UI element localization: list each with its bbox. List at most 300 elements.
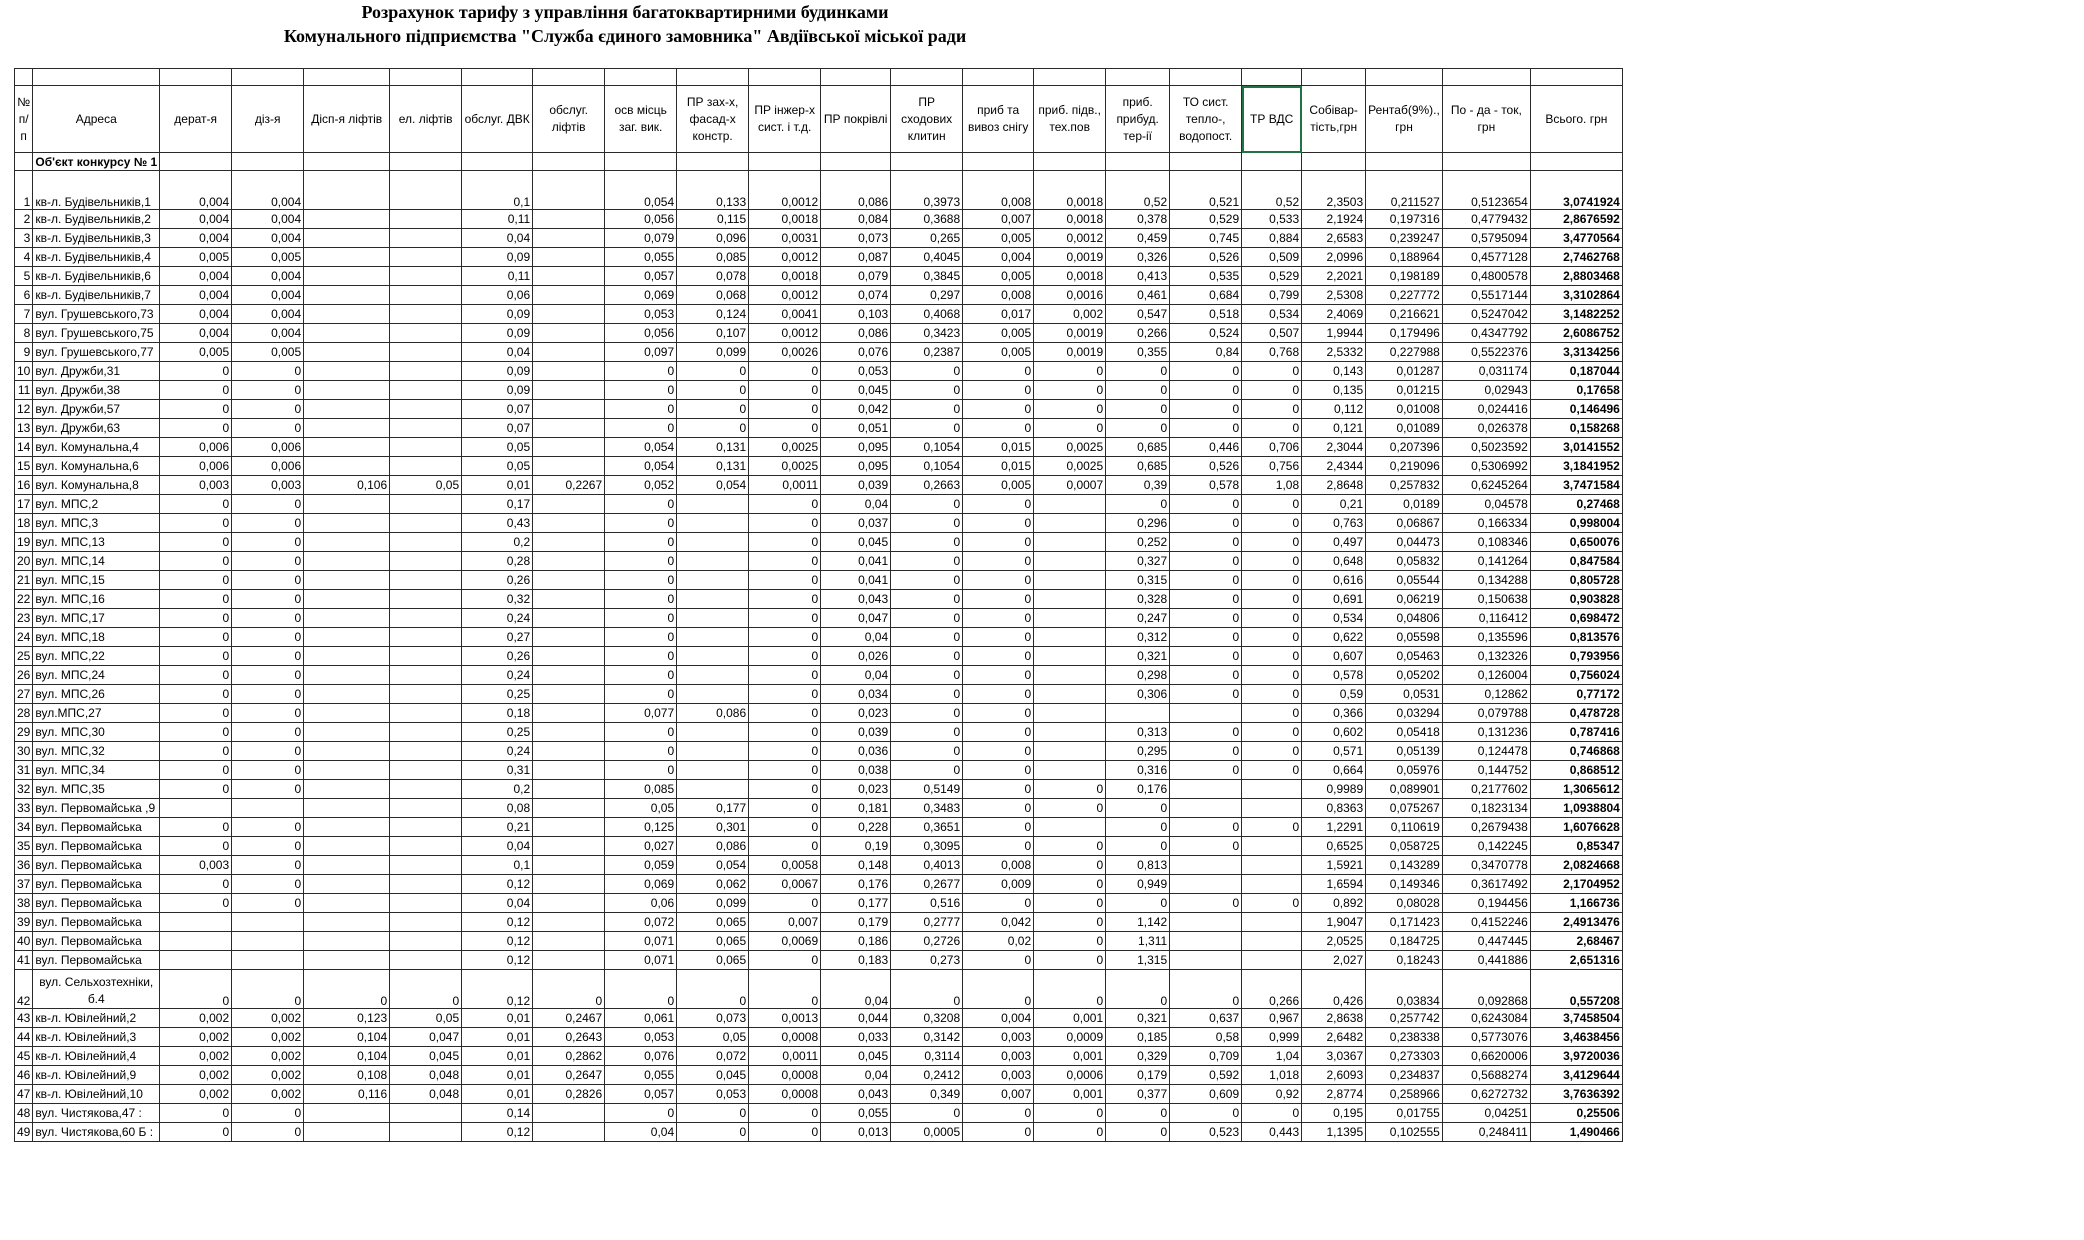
address-cell[interactable]: вул. Дружби,63 <box>33 419 160 438</box>
value-cell[interactable]: 0,547 <box>1106 305 1170 324</box>
value-cell[interactable]: 0,002 <box>232 1066 304 1085</box>
row-number[interactable]: 39 <box>15 913 33 932</box>
value-cell[interactable] <box>304 362 390 381</box>
value-cell[interactable]: 0,092868 <box>1442 970 1530 1009</box>
row-number[interactable]: 5 <box>15 267 33 286</box>
value-cell[interactable]: 0 <box>749 552 821 571</box>
value-cell[interactable] <box>533 780 605 799</box>
value-cell[interactable]: 2,1924 <box>1302 210 1366 229</box>
value-cell[interactable]: 0,079 <box>821 267 891 286</box>
value-cell[interactable] <box>160 799 232 818</box>
value-cell[interactable]: 0,2862 <box>533 1047 605 1066</box>
value-cell[interactable]: 0,045 <box>821 1047 891 1066</box>
value-cell[interactable]: 1,9047 <box>1302 913 1366 932</box>
value-cell[interactable]: 0 <box>232 571 304 590</box>
value-cell[interactable] <box>533 305 605 324</box>
value-cell[interactable] <box>390 419 462 438</box>
value-cell[interactable]: 0,8363 <box>1302 799 1366 818</box>
value-cell[interactable]: 0,5795094 <box>1442 229 1530 248</box>
row-number[interactable]: 30 <box>15 742 33 761</box>
value-cell[interactable] <box>533 324 605 343</box>
value-cell[interactable]: 0,258966 <box>1366 1085 1443 1104</box>
value-cell[interactable]: 0,12 <box>462 970 533 1009</box>
value-cell[interactable]: 0,5688274 <box>1442 1066 1530 1085</box>
value-cell[interactable]: 0,149346 <box>1366 875 1443 894</box>
row-number[interactable]: 3 <box>15 229 33 248</box>
value-cell[interactable] <box>533 685 605 704</box>
grid-cell[interactable] <box>304 69 390 86</box>
value-cell[interactable] <box>160 951 232 970</box>
value-cell[interactable]: 0 <box>1170 818 1242 837</box>
value-cell[interactable]: 3,0367 <box>1302 1047 1366 1066</box>
row-number[interactable]: 24 <box>15 628 33 647</box>
value-cell[interactable]: 0 <box>1170 647 1242 666</box>
value-cell[interactable] <box>533 552 605 571</box>
value-cell[interactable] <box>1034 590 1106 609</box>
value-cell[interactable]: 0,015 <box>963 457 1034 476</box>
value-cell[interactable]: 0 <box>160 609 232 628</box>
value-cell[interactable]: 0,026 <box>821 647 891 666</box>
value-cell[interactable]: 0,306 <box>1106 685 1170 704</box>
value-cell[interactable]: 0,26 <box>462 647 533 666</box>
total-cell[interactable]: 0,805728 <box>1530 571 1622 590</box>
value-cell[interactable]: 0 <box>749 533 821 552</box>
value-cell[interactable] <box>1034 571 1106 590</box>
value-cell[interactable]: 0,131 <box>677 438 749 457</box>
value-cell[interactable]: 0,0009 <box>1034 1028 1106 1047</box>
value-cell[interactable] <box>533 286 605 305</box>
value-cell[interactable]: 0 <box>160 647 232 666</box>
total-cell[interactable]: 0,27468 <box>1530 495 1622 514</box>
value-cell[interactable] <box>533 533 605 552</box>
value-cell[interactable]: 0,01 <box>462 1066 533 1085</box>
row-number[interactable]: 6 <box>15 286 33 305</box>
address-cell[interactable]: вул. Комунальна,4 <box>33 438 160 457</box>
value-cell[interactable]: 0,207396 <box>1366 438 1443 457</box>
address-cell[interactable]: вул. Сельхозтехніки, б.4 <box>33 970 160 1009</box>
value-cell[interactable]: 0,0011 <box>749 476 821 495</box>
value-cell[interactable]: 0,1054 <box>891 457 963 476</box>
value-cell[interactable]: 0,4800578 <box>1442 267 1530 286</box>
value-cell[interactable]: 0,148 <box>821 856 891 875</box>
value-cell[interactable] <box>1170 951 1242 970</box>
value-cell[interactable]: 0,045 <box>821 381 891 400</box>
value-cell[interactable]: 0,086 <box>821 324 891 343</box>
address-cell[interactable]: вул. МПС,26 <box>33 685 160 704</box>
value-cell[interactable] <box>533 248 605 267</box>
value-cell[interactable]: 0 <box>232 742 304 761</box>
value-cell[interactable] <box>533 666 605 685</box>
value-cell[interactable]: 0 <box>160 495 232 514</box>
value-cell[interactable]: 0,04806 <box>1366 609 1443 628</box>
value-cell[interactable]: 0,238338 <box>1366 1028 1443 1047</box>
total-cell[interactable]: 3,4129644 <box>1530 1066 1622 1085</box>
total-cell[interactable]: 1,166736 <box>1530 894 1622 913</box>
row-number[interactable]: 18 <box>15 514 33 533</box>
value-cell[interactable]: 0,3208 <box>891 1009 963 1028</box>
value-cell[interactable]: 0 <box>891 704 963 723</box>
value-cell[interactable]: 0,003 <box>160 476 232 495</box>
value-cell[interactable]: 0,124 <box>677 305 749 324</box>
value-cell[interactable] <box>1242 856 1302 875</box>
value-cell[interactable] <box>304 571 390 590</box>
value-cell[interactable]: 0 <box>232 723 304 742</box>
value-cell[interactable] <box>390 571 462 590</box>
value-cell[interactable]: 0,2387 <box>891 343 963 362</box>
value-cell[interactable]: 0,001 <box>1034 1009 1106 1028</box>
value-cell[interactable] <box>390 438 462 457</box>
value-cell[interactable]: 1,9944 <box>1302 324 1366 343</box>
value-cell[interactable]: 0,110619 <box>1366 818 1443 837</box>
value-cell[interactable]: 0,6272732 <box>1442 1085 1530 1104</box>
total-cell[interactable]: 0,847584 <box>1530 552 1622 571</box>
value-cell[interactable]: 0,43 <box>462 514 533 533</box>
value-cell[interactable]: 0,116412 <box>1442 609 1530 628</box>
value-cell[interactable]: 0,09 <box>462 248 533 267</box>
value-cell[interactable]: 0,234837 <box>1366 1066 1443 1085</box>
grid-cell[interactable] <box>1530 153 1622 171</box>
value-cell[interactable]: 0 <box>1170 1104 1242 1123</box>
total-cell[interactable]: 3,0141552 <box>1530 438 1622 457</box>
value-cell[interactable] <box>304 780 390 799</box>
value-cell[interactable]: 0,273 <box>891 951 963 970</box>
value-cell[interactable]: 0,2647 <box>533 1066 605 1085</box>
column-header[interactable]: обслуг. ДВК <box>462 86 533 153</box>
total-cell[interactable]: 0,793956 <box>1530 647 1622 666</box>
row-number[interactable]: 49 <box>15 1123 33 1142</box>
value-cell[interactable] <box>1170 704 1242 723</box>
value-cell[interactable]: 2,3503 <box>1302 171 1366 210</box>
value-cell[interactable]: 0 <box>232 609 304 628</box>
value-cell[interactable]: 0 <box>160 875 232 894</box>
value-cell[interactable]: 0 <box>749 780 821 799</box>
value-cell[interactable] <box>677 761 749 780</box>
value-cell[interactable]: 0,056 <box>605 210 677 229</box>
value-cell[interactable]: 0,967 <box>1242 1009 1302 1028</box>
value-cell[interactable]: 0 <box>160 533 232 552</box>
value-cell[interactable] <box>304 837 390 856</box>
value-cell[interactable]: 0 <box>232 894 304 913</box>
value-cell[interactable]: 0,509 <box>1242 248 1302 267</box>
grid-cell[interactable] <box>1366 69 1443 86</box>
row-number[interactable]: 42 <box>15 970 33 1009</box>
value-cell[interactable] <box>533 875 605 894</box>
value-cell[interactable]: 0 <box>1034 799 1106 818</box>
grid-cell[interactable] <box>1242 153 1302 171</box>
value-cell[interactable]: 0,05598 <box>1366 628 1443 647</box>
value-cell[interactable]: 0,257742 <box>1366 1009 1443 1028</box>
value-cell[interactable] <box>1034 723 1106 742</box>
value-cell[interactable]: 0,005 <box>963 229 1034 248</box>
value-cell[interactable] <box>1242 875 1302 894</box>
value-cell[interactable]: 0,039 <box>821 723 891 742</box>
value-cell[interactable] <box>1034 533 1106 552</box>
row-number[interactable]: 35 <box>15 837 33 856</box>
value-cell[interactable]: 0,01 <box>462 1047 533 1066</box>
value-cell[interactable] <box>677 552 749 571</box>
total-cell[interactable]: 1,0938804 <box>1530 799 1622 818</box>
value-cell[interactable]: 0 <box>891 1104 963 1123</box>
address-cell[interactable]: вул. Чистякова,47 : <box>33 1104 160 1123</box>
grid-cell[interactable] <box>1530 69 1622 86</box>
value-cell[interactable]: 0,04578 <box>1442 495 1530 514</box>
value-cell[interactable]: 0,04 <box>821 666 891 685</box>
value-cell[interactable]: 0,0012 <box>749 171 821 210</box>
value-cell[interactable]: 0,038 <box>821 761 891 780</box>
address-cell[interactable]: кв-л. Будівельників,2 <box>33 210 160 229</box>
value-cell[interactable]: 0,31 <box>462 761 533 780</box>
value-cell[interactable]: 0,21 <box>1302 495 1366 514</box>
value-cell[interactable] <box>390 495 462 514</box>
value-cell[interactable]: 0,648 <box>1302 552 1366 571</box>
grid-cell[interactable] <box>963 153 1034 171</box>
value-cell[interactable]: 0,061 <box>605 1009 677 1028</box>
value-cell[interactable]: 0 <box>749 799 821 818</box>
value-cell[interactable]: 0,05 <box>462 457 533 476</box>
value-cell[interactable]: 0 <box>1170 723 1242 742</box>
value-cell[interactable]: 0,058725 <box>1366 837 1443 856</box>
value-cell[interactable] <box>304 533 390 552</box>
value-cell[interactable] <box>304 229 390 248</box>
value-cell[interactable]: 0,177 <box>821 894 891 913</box>
row-number[interactable]: 1 <box>15 171 33 210</box>
value-cell[interactable] <box>390 856 462 875</box>
value-cell[interactable]: 0,05544 <box>1366 571 1443 590</box>
value-cell[interactable] <box>160 932 232 951</box>
value-cell[interactable]: 0,529 <box>1170 210 1242 229</box>
value-cell[interactable] <box>677 495 749 514</box>
grid-cell[interactable] <box>1302 153 1366 171</box>
total-cell[interactable]: 2,4913476 <box>1530 913 1622 932</box>
value-cell[interactable]: 0,08028 <box>1366 894 1443 913</box>
column-header[interactable]: дерат-я <box>160 86 232 153</box>
value-cell[interactable]: 0 <box>963 400 1034 419</box>
value-cell[interactable]: 0,892 <box>1302 894 1366 913</box>
value-cell[interactable]: 0,071 <box>605 932 677 951</box>
address-cell[interactable]: вул. МПС,3 <box>33 514 160 533</box>
value-cell[interactable]: 0 <box>232 818 304 837</box>
address-cell[interactable]: кв-л. Будівельників,4 <box>33 248 160 267</box>
value-cell[interactable]: 0 <box>963 419 1034 438</box>
value-cell[interactable]: 0 <box>160 1104 232 1123</box>
value-cell[interactable]: 0 <box>1242 609 1302 628</box>
value-cell[interactable]: 0,143 <box>1302 362 1366 381</box>
total-cell[interactable]: 3,3102864 <box>1530 286 1622 305</box>
value-cell[interactable]: 0,053 <box>821 362 891 381</box>
value-cell[interactable]: 0 <box>963 742 1034 761</box>
value-cell[interactable]: 0,3483 <box>891 799 963 818</box>
value-cell[interactable]: 0,166334 <box>1442 514 1530 533</box>
value-cell[interactable]: 0,005 <box>963 476 1034 495</box>
address-cell[interactable]: вул. Грушевського,75 <box>33 324 160 343</box>
value-cell[interactable]: 0 <box>891 514 963 533</box>
address-cell[interactable]: вул. Комунальна,8 <box>33 476 160 495</box>
value-cell[interactable]: 0,2 <box>462 780 533 799</box>
value-cell[interactable]: 0 <box>1242 362 1302 381</box>
value-cell[interactable]: 0 <box>232 780 304 799</box>
value-cell[interactable]: 0,524 <box>1170 324 1242 343</box>
grid-cell[interactable] <box>1034 69 1106 86</box>
value-cell[interactable]: 0 <box>749 514 821 533</box>
value-cell[interactable]: 0 <box>605 970 677 1009</box>
value-cell[interactable]: 0,126004 <box>1442 666 1530 685</box>
value-cell[interactable]: 0 <box>749 666 821 685</box>
value-cell[interactable] <box>304 609 390 628</box>
value-cell[interactable]: 0 <box>1106 970 1170 1009</box>
value-cell[interactable]: 0 <box>963 590 1034 609</box>
row-number[interactable]: 45 <box>15 1047 33 1066</box>
value-cell[interactable]: 0 <box>1170 590 1242 609</box>
column-header[interactable]: По - да - ток, грн <box>1442 86 1530 153</box>
value-cell[interactable]: 0,298 <box>1106 666 1170 685</box>
value-cell[interactable] <box>232 913 304 932</box>
value-cell[interactable] <box>1034 628 1106 647</box>
value-cell[interactable] <box>1034 742 1106 761</box>
value-cell[interactable]: 0 <box>160 723 232 742</box>
value-cell[interactable] <box>677 609 749 628</box>
total-cell[interactable]: 0,903828 <box>1530 590 1622 609</box>
row-number[interactable]: 7 <box>15 305 33 324</box>
value-cell[interactable]: 2,8648 <box>1302 476 1366 495</box>
value-cell[interactable]: 0,09 <box>462 324 533 343</box>
value-cell[interactable] <box>304 305 390 324</box>
value-cell[interactable]: 0,2643 <box>533 1028 605 1047</box>
row-number[interactable]: 41 <box>15 951 33 970</box>
value-cell[interactable]: 0,095 <box>821 457 891 476</box>
value-cell[interactable]: 0,24 <box>462 742 533 761</box>
value-cell[interactable]: 0,92 <box>1242 1085 1302 1104</box>
value-cell[interactable]: 0 <box>232 1123 304 1142</box>
row-number[interactable]: 33 <box>15 799 33 818</box>
value-cell[interactable] <box>304 343 390 362</box>
value-cell[interactable]: 0,112 <box>1302 400 1366 419</box>
value-cell[interactable]: 0,17 <box>462 495 533 514</box>
grid-cell[interactable] <box>1106 69 1170 86</box>
value-cell[interactable]: 1,311 <box>1106 932 1170 951</box>
value-cell[interactable]: 0,12 <box>462 1123 533 1142</box>
value-cell[interactable] <box>1034 647 1106 666</box>
grid-cell[interactable] <box>1034 153 1106 171</box>
address-cell[interactable]: вул. МПС,34 <box>33 761 160 780</box>
grid-cell[interactable] <box>1302 69 1366 86</box>
value-cell[interactable] <box>304 856 390 875</box>
value-cell[interactable]: 0,216621 <box>1366 305 1443 324</box>
value-cell[interactable] <box>390 704 462 723</box>
value-cell[interactable]: 0,043 <box>821 590 891 609</box>
value-cell[interactable]: 0,005 <box>963 324 1034 343</box>
value-cell[interactable]: 0 <box>963 362 1034 381</box>
value-cell[interactable]: 2,6482 <box>1302 1028 1366 1047</box>
value-cell[interactable]: 0,150638 <box>1442 590 1530 609</box>
value-cell[interactable]: 0 <box>963 894 1034 913</box>
address-cell[interactable]: кв-л. Будівельників,1 <box>33 171 160 210</box>
value-cell[interactable]: 0 <box>1242 742 1302 761</box>
value-cell[interactable]: 2,4069 <box>1302 305 1366 324</box>
value-cell[interactable] <box>1034 818 1106 837</box>
value-cell[interactable] <box>304 495 390 514</box>
value-cell[interactable]: 0,04 <box>462 837 533 856</box>
value-cell[interactable]: 0 <box>605 609 677 628</box>
value-cell[interactable]: 0,6620006 <box>1442 1047 1530 1066</box>
value-cell[interactable]: 0 <box>891 685 963 704</box>
grid-cell[interactable] <box>533 153 605 171</box>
value-cell[interactable]: 0 <box>749 723 821 742</box>
value-cell[interactable]: 0,227988 <box>1366 343 1443 362</box>
value-cell[interactable]: 0,01755 <box>1366 1104 1443 1123</box>
row-number[interactable]: 13 <box>15 419 33 438</box>
value-cell[interactable]: 0 <box>1170 685 1242 704</box>
value-cell[interactable] <box>533 837 605 856</box>
value-cell[interactable]: 0,004 <box>963 248 1034 267</box>
value-cell[interactable]: 0,3114 <box>891 1047 963 1066</box>
value-cell[interactable] <box>390 171 462 210</box>
value-cell[interactable]: 0,089901 <box>1366 780 1443 799</box>
value-cell[interactable]: 0 <box>749 704 821 723</box>
value-cell[interactable] <box>390 1123 462 1142</box>
value-cell[interactable]: 0,2663 <box>891 476 963 495</box>
value-cell[interactable]: 0,134288 <box>1442 571 1530 590</box>
value-cell[interactable]: 0,053 <box>677 1085 749 1104</box>
value-cell[interactable]: 0,3617492 <box>1442 875 1530 894</box>
value-cell[interactable]: 0,01 <box>462 1085 533 1104</box>
value-cell[interactable] <box>533 343 605 362</box>
value-cell[interactable]: 0,2267 <box>533 476 605 495</box>
value-cell[interactable]: 0 <box>232 533 304 552</box>
value-cell[interactable]: 0 <box>963 704 1034 723</box>
value-cell[interactable]: 2,6093 <box>1302 1066 1366 1085</box>
value-cell[interactable]: 0,219096 <box>1366 457 1443 476</box>
value-cell[interactable]: 0,426 <box>1302 970 1366 1009</box>
value-cell[interactable]: 0 <box>1106 362 1170 381</box>
value-cell[interactable] <box>304 913 390 932</box>
value-cell[interactable]: 0,065 <box>677 951 749 970</box>
value-cell[interactable]: 0 <box>891 628 963 647</box>
value-cell[interactable]: 0,036 <box>821 742 891 761</box>
value-cell[interactable]: 1,04 <box>1242 1047 1302 1066</box>
value-cell[interactable] <box>390 951 462 970</box>
value-cell[interactable]: 1,5921 <box>1302 856 1366 875</box>
total-cell[interactable]: 0,868512 <box>1530 761 1622 780</box>
value-cell[interactable] <box>304 171 390 210</box>
value-cell[interactable] <box>304 818 390 837</box>
value-cell[interactable]: 0,125 <box>605 818 677 837</box>
value-cell[interactable]: 0,071 <box>605 951 677 970</box>
value-cell[interactable]: 0 <box>891 609 963 628</box>
address-cell[interactable]: вул. МПС,14 <box>33 552 160 571</box>
value-cell[interactable]: 0 <box>1034 970 1106 1009</box>
value-cell[interactable]: 0,132326 <box>1442 647 1530 666</box>
value-cell[interactable] <box>533 647 605 666</box>
value-cell[interactable]: 0,08 <box>462 799 533 818</box>
value-cell[interactable]: 0,12 <box>462 932 533 951</box>
value-cell[interactable] <box>390 799 462 818</box>
column-header[interactable]: Адреса <box>33 86 160 153</box>
value-cell[interactable]: 0,265 <box>891 229 963 248</box>
value-cell[interactable]: 0 <box>1106 1104 1170 1123</box>
value-cell[interactable]: 0,013 <box>821 1123 891 1142</box>
address-cell[interactable]: вул. Первомайська ,9 <box>33 799 160 818</box>
value-cell[interactable]: 2,5332 <box>1302 343 1366 362</box>
value-cell[interactable]: 0,007 <box>749 913 821 932</box>
value-cell[interactable]: 0,104 <box>304 1028 390 1047</box>
row-number[interactable]: 29 <box>15 723 33 742</box>
column-header[interactable]: осв місць заг. вик. <box>605 86 677 153</box>
total-cell[interactable]: 0,146496 <box>1530 400 1622 419</box>
total-cell[interactable]: 0,650076 <box>1530 533 1622 552</box>
value-cell[interactable]: 0,108346 <box>1442 533 1530 552</box>
value-cell[interactable]: 0,086 <box>821 171 891 210</box>
total-cell[interactable]: 3,7471584 <box>1530 476 1622 495</box>
